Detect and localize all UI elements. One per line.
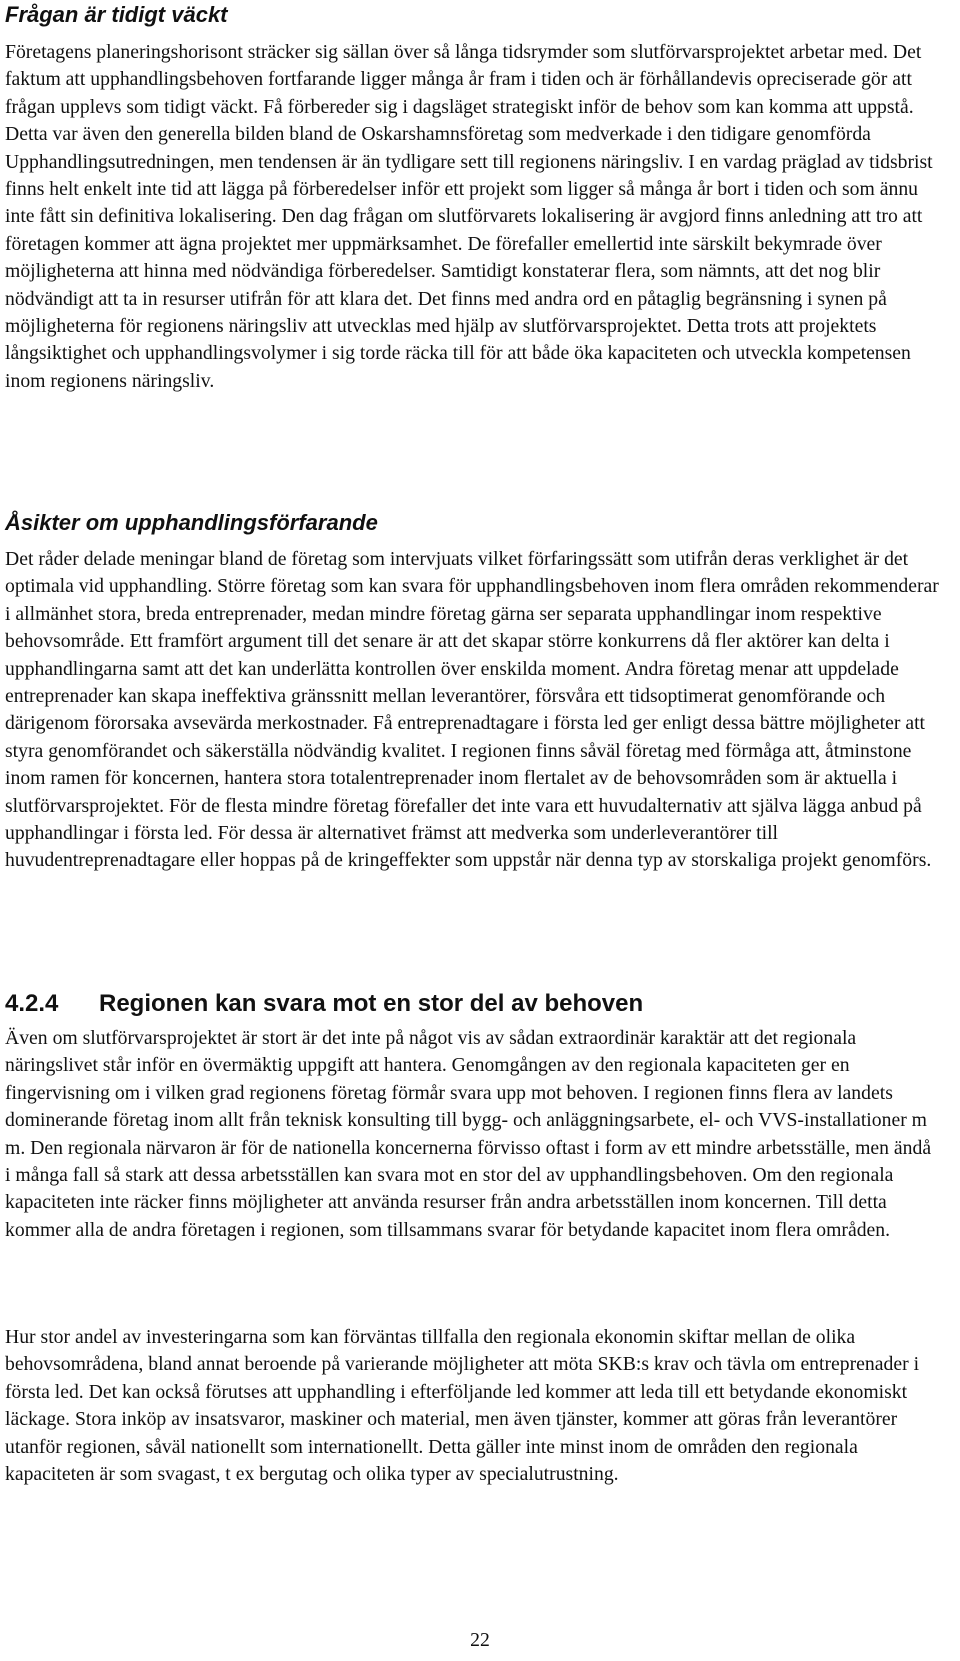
paragraph-regionen-2: Hur stor andel av investeringarna som kan förväntas tillfalla den regionala ekonomin skiftar mellan de olika behovsområdena, bland annat beroende på varierande möjligheter att möta SKB:s krav och tävla om entreprenader i första led. Det kan också förutses att upphandling i efterföljande led kommer att leda till ett betydande ekonomiskt läckage. Stora inköp av insatsvaror, maskiner och material, men även tjänster, kommer att göras från leverantörer utanför regionen, såväl nationellt som internationellt. Detta gäller inte minst inom de områden den regionala kapaciteten är som svagast, t ex bergutag och olika typer av specialutrustning.: [5, 1326, 920, 1486]
section-title: Regionen kan svara mot en stor del av behoven: [99, 990, 644, 1017]
paragraph-upphandlingsforfarande: Det råder delade meningar bland de företag som intervjuats vilket förfaringssätt som utifrån deras verklighet är det optimala vid upphandling. Större företag som kan svara för upphandlingsbehoven inom flera områden rekommenderar i allmänhet stora, breda entreprenader, medan mindre företag gärna ser separata upphandlingar inom respektive behovsområde. Ett framfört argument till det senare är att det skapar större konkurrens då fler aktörer kan delta i upphandlingarna samt att det kan underlätta kontrollen över enskilda moment. Andra företag menar att uppdelade entreprenader kan skapa ineffektiva gränssnitt mellan leverantörer, försvåra ett tidsoptimerat genomförande och därigenom förorsaka avsevärda merkostnader. Få entreprenadtagare i första led ger enligt dessa bättre möjligheter att styra genomförandet och säkerställa nödvändig kvalitet. I regionen finns såväl företag med förmåga att, åtminstone inom ramen för koncernen, hantera stora totalentreprenader inom flertalet av de behovsområden som är aktuella i slutförvarsprojektet. För de flesta mindre företag förefaller det inte vara ett huvudalternativ att själva lägga anbud på upphandlingar i första led. För dessa är alternativet främst att medverka som underleverantörer till huvudentreprenadtagare eller hoppas på de kringeffekter som uppstår när denna typ av storskaliga projekt genomförs.: [5, 548, 939, 872]
page-number: 22: [470, 1629, 490, 1651]
section-heading-tidigt-vackt: Frågan är tidigt väckt: [5, 2, 228, 27]
paragraph-regionen-1: Även om slutförvarsprojektet är stort är det inte på något vis av sådan extraordinär karaktär att det regionala näringslivet står inför en övermäktig uppgift att hantera. Genomgången av den regionala kapaciteten ger en fingervisning om i vilken grad regionens företag förmår svara upp mot behoven. I regionen finns flera av landets dominerande företag inom allt från teknisk konsulting till bygg- och anläggningsarbete, el- och VVS-installationer m m. Den regionala närvaron är för de nationella koncernerna förvisso oftast i form av ett mindre arbetsställe, men ändå i många fall så stark att dessa arbetsställen kan svara mot en stor del av upphandlingsbehoven. Om den regionala kapaciteten inte räcker finns möjligheter att använda resurser från andra arbetsställen inom koncernen. Till detta kommer alla de andra företagen i regionen, som tillsammans svarar för betydande kapacitet inom flera områden.: [5, 1027, 932, 1241]
section-heading-upphandlingsforfarande: Åsikter om upphandlingsförfarande: [5, 510, 378, 535]
section-number: 4.2.4: [5, 990, 59, 1017]
section-heading-regionen: [5, 990, 643, 1018]
paragraph-tidigt-vackt: Företagens planeringshorisont sträcker sig sällan över så långa tidsrymder som slutförvarsprojektet arbetar med. Det faktum att upphandlingsbehoven fortfarande ligger många år fram i tiden och är förhållandevis opreciserade gör att frågan upplevs som tidigt väckt. Få förbereder sig i dagsläget strategiskt inför de behov som kan komma att uppstå. Detta var även den generella bilden bland de Oskarshamnsföretag som medverkade i den tidigare genomförda Upphandlingsutredningen, men tendensen är än tydligare sett till regionens näringsliv. I en vardag präglad av tidsbrist finns helt enkelt inte tid att lägga på förberedelser inför ett projekt som ligger så många år bort i tiden och som ännu inte fått sin definitiva lokalisering. Den dag frågan om slutförvarets lokalisering är avgjord finns anledning att tro att företagen kommer att ägna projektet mer uppmärksamhet. De förefaller emellertid inte särskilt bekymrade över möjligheterna att hinna med nödvändiga förberedelser. Samtidigt konstaterar flera, som nämnts, att det nog blir nödvändigt att ta in resurser utifrån för att klara det. Det finns med andra ord en påtaglig begränsning i synen på möjligheterna för regionens näringsliv att utvecklas med hjälp av slutförvarsprojektet. Detta trots att projektets långsiktighet och upphandlingsvolymer i sig torde räcka till för att både öka kapaciteten och utveckla kompetensen inom regionens näringsliv.: [5, 41, 933, 392]
